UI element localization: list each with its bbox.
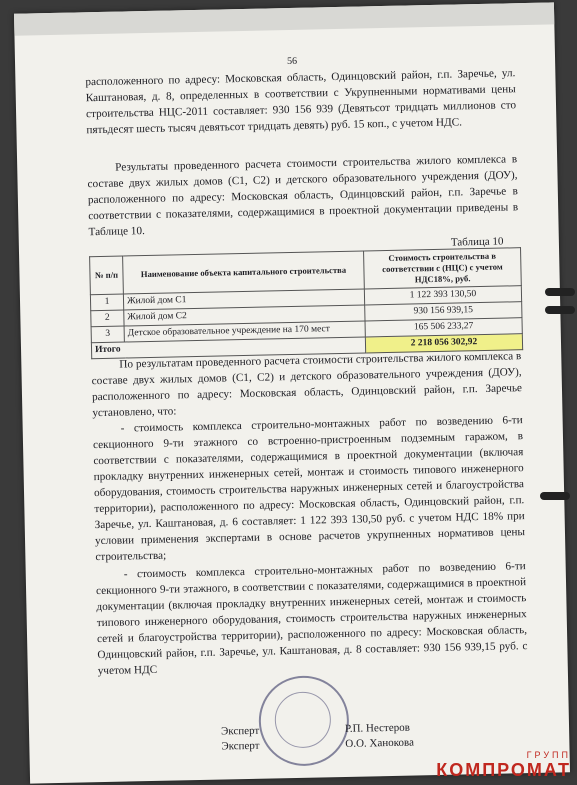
signature-label-1: Эксперт (220, 724, 260, 738)
total-value: 2 218 056 302,92 (365, 334, 522, 353)
watermark-line-1: ГРУПП (526, 750, 571, 760)
signature-name-2: О.О. Ханокова (345, 736, 415, 750)
paragraph-5: - стоимость комплекса строительно-монтажных работ по возведению 6-ти секционного 9-ти этажного, в соответствии с показателями, содержащимися в проектной документации (включая прокладку внутренних инженерных сетей, монтаж и стоимость типового инженерного оборудования, стоимость строительства наружных инженерных сетей и благоустройства территории), расположенного по адресу: Московская область, Одинцовский район, г.п. Заречье, ул. Каштановая, д. 8 составляет: 930 156 939,15 руб. с учетом НДС (95, 560, 528, 678)
row-num: 2 (91, 310, 124, 327)
cost-table (89, 247, 523, 359)
binder-clip-icon (545, 306, 575, 314)
row-num: 3 (91, 326, 124, 343)
document-page (14, 2, 570, 783)
header-name: Наименование объекта капитального строительства (123, 251, 365, 294)
row-cost: 930 156 939,15 (365, 302, 522, 321)
total-label: Итого (91, 337, 365, 359)
official-stamp (258, 675, 350, 767)
scan-top-band (14, 2, 554, 35)
header-cost: Стоимость строительства в соответствии с (НЦС) с учетом НДС18%, руб. (364, 248, 522, 289)
watermark-line-2: КОМПРОМАТ (436, 760, 571, 780)
row-name: Жилой дом С1 (123, 289, 364, 310)
binder-clip-icon (540, 492, 570, 500)
table-caption: Таблица 10 (450, 235, 504, 249)
row-cost: 1 122 393 130,50 (364, 286, 521, 305)
row-num: 1 (90, 294, 123, 311)
page-number: 56 (286, 55, 298, 68)
header-num: № п/п (90, 256, 124, 295)
paragraph-2: Результаты проведенного расчета стоимости строительства жилого комплекса в составе двух жилых домов (С1, С2) и детского образовательного учреждения (ДОУ), расположенного по адресу: Московская область, Одинцовский район, г.п. Заречье в соответствии с показателями, содержащимися в проектной документации приведены в Таблице 10. (87, 153, 519, 239)
paragraph-3: По результатам проведенного расчета стоимости строительства жилого комплекса в составе двух жилых домов (С1, С2) и детского образовательного учреждения (ДОУ), расположенного по адресу: Московская область, Одинцовский район, г.п. Заречье установлено, что: (91, 350, 523, 420)
signature-name-1: Р.П. Нестеров (344, 721, 410, 735)
row-cost: 165 506 233,27 (365, 318, 522, 337)
row-name: Жилой дом С2 (124, 305, 365, 326)
paragraph-1: расположенного по адресу: Московская область, Одинцовский район, г.п. Заречье, ул. Каштановая, д. 8, определенных в соответствии с Укрупненными нормативами цены строительства НЦС-2011 составляет: 930 156 939 (Девятьсот тридцать миллионов сто пятьдесят шесть тысяч девятьсот тридцать девять) руб. 15 коп., с учетом НДС. (85, 67, 517, 137)
paragraph-4: - стоимость комплекса строительно-монтажных работ по возведению 6-ти секционного 9-ти этажного со встроенно-пристроенным подземным гаражом, в соответствии с показателями, содержащимися в проектной документации (включая прокладку внутренних инженерных сетей, монтаж и стоимость типового инженерного оборудования, стоимость строительства наружных инженерных сетей и благоустройства территории), расположенного по адресу: Московская область, Одинцовский район, г.п. Заречье, ул. Каштановая, д. 6 составляет: 1 122 393 130,50 руб. с учетом НДС 18% при условии применения экспертами в основе расчетов укрупненных нормативов цены строительства; (92, 414, 526, 564)
watermark (436, 750, 571, 781)
binder-clip-icon (545, 288, 575, 296)
signature-label-2: Эксперт (221, 739, 260, 753)
row-name: Детское образовательное учреждение на 170 мест (124, 321, 365, 342)
